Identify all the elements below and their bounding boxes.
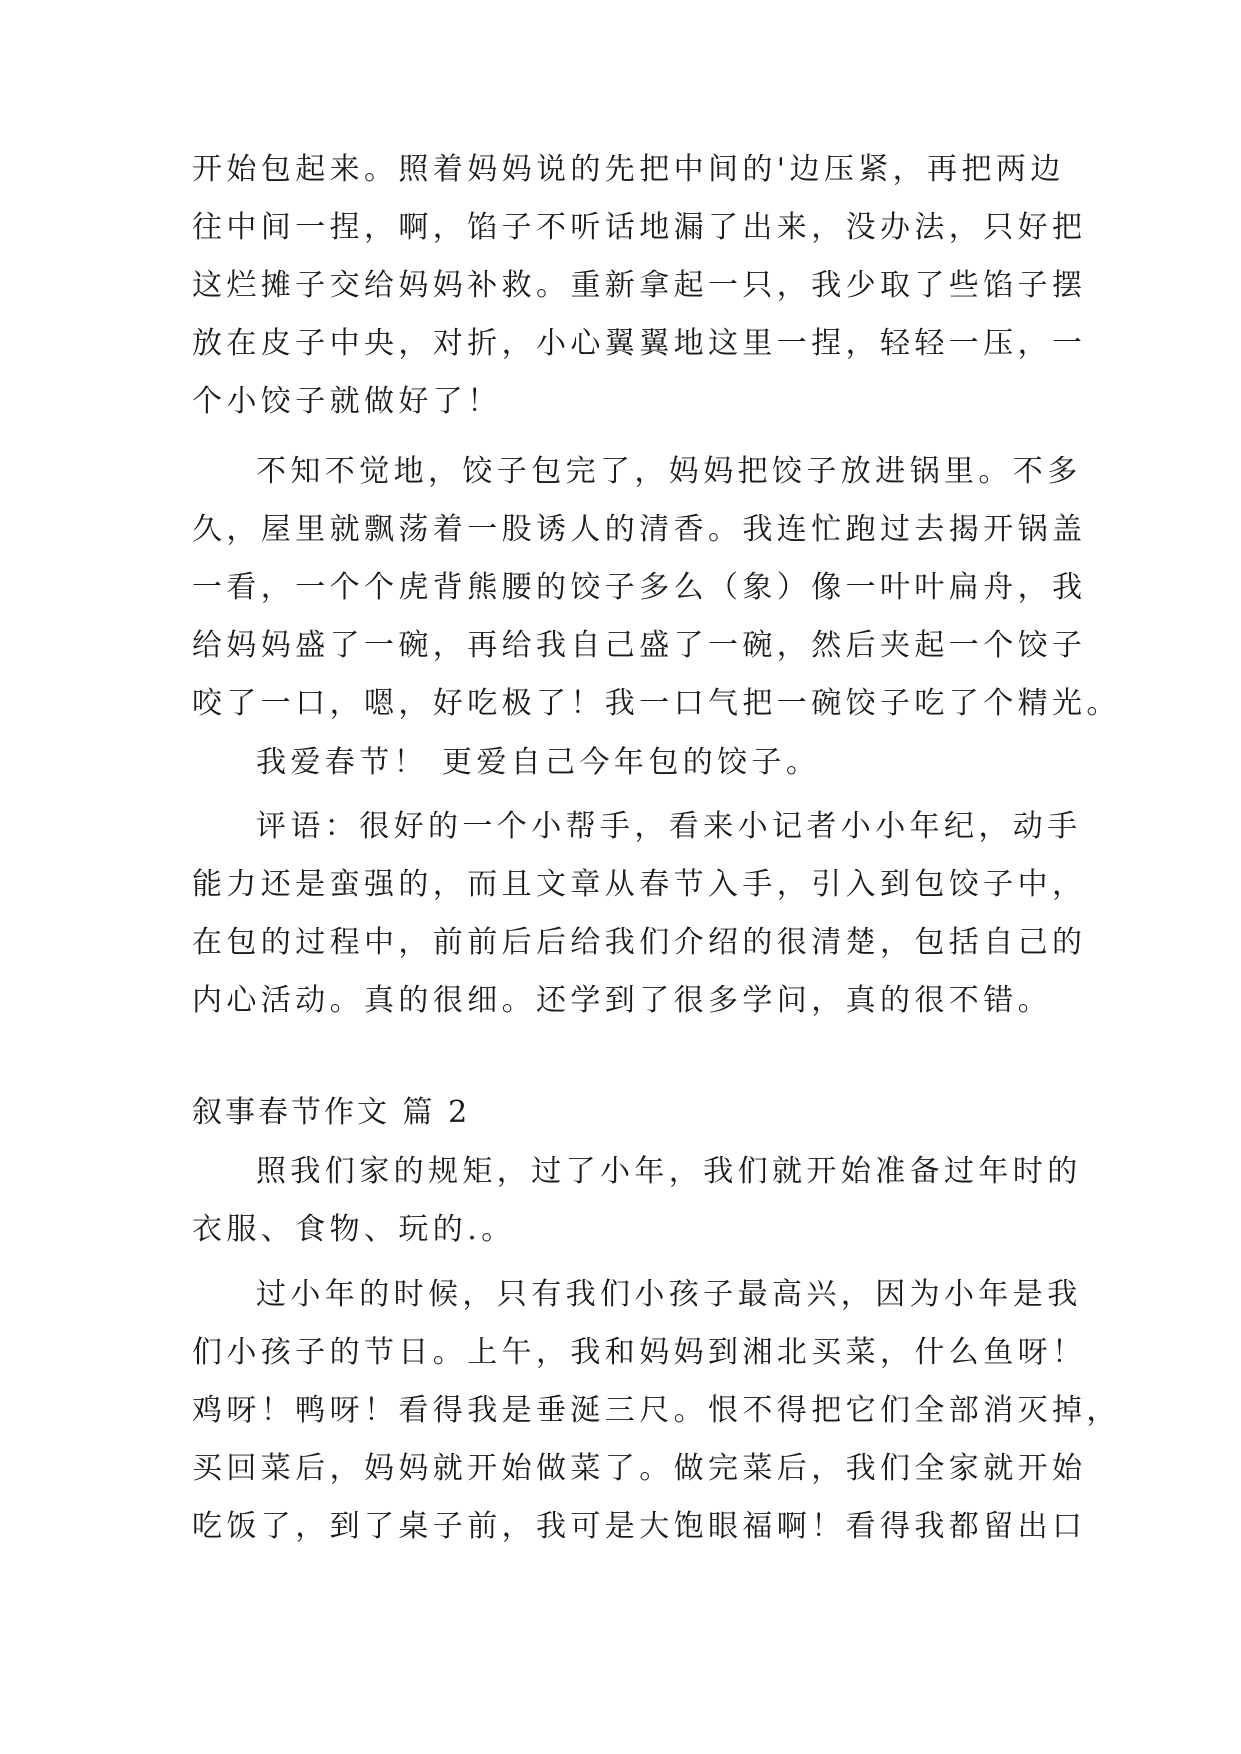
text-line: 久，屋里就飘荡着一股诱人的清香。我连忙跑过去揭开锅盖 [192, 512, 1087, 547]
section-heading: 叙事春节作文 篇 2 [192, 1095, 471, 1130]
text-line: 这烂摊子交给妈妈补救。重新拿起一只，我少取了些馅子摆 [192, 268, 1087, 303]
paragraph-first-line: 我爱春节！ 更爱自己今年包的饺子。 [256, 745, 821, 780]
text-line: 买回菜后，妈妈就开始做菜了。做完菜后，我们全家就开始 [192, 1451, 1087, 1486]
text-line: 在包的过程中，前前后后给我们介绍的很清楚，包括自己的 [192, 925, 1087, 960]
text-line: 开始包起来。照着妈妈说的先把中间的'边压紧，再把两边 [192, 152, 1065, 187]
paragraph-first-line: 过小年的时候，只有我们小孩子最高兴，因为小年是我 [256, 1277, 1082, 1312]
text-line: 衣服、食物、玩的.。 [192, 1212, 516, 1247]
text-line: 咬了一口，嗯，好吃极了！我一口气把一碗饺子吃了个精光。 [192, 686, 1121, 721]
paragraph-first-line: 照我们家的规矩，过了小年，我们就开始准备过年时的 [256, 1154, 1082, 1189]
text-line: 往中间一捏，啊，馅子不听话地漏了出来，没办法，只好把 [192, 210, 1087, 245]
text-line: 内心活动。真的很细。还学到了很多学问，真的很不错。 [192, 983, 1052, 1018]
text-line: 吃饭了，到了桌子前，我可是大饱眼福啊！看得我都留出口 [192, 1509, 1087, 1544]
text-line: 们小孩子的节日。上午，我和妈妈到湘北买菜，什么鱼呀！ [192, 1335, 1087, 1370]
text-line: 一看，一个个虎背熊腰的饺子多么（象）像一叶叶扁舟，我 [192, 570, 1087, 605]
text-line: 个小饺子就做好了！ [192, 384, 502, 419]
text-line: 放在皮子中央，对折，小心翼翼地这里一捏，轻轻一压，一 [192, 326, 1087, 361]
text-line: 能力还是蛮强的，而且文章从春节入手，引入到包饺子中， [192, 867, 1087, 902]
text-line: 给妈妈盛了一碗，再给我自己盛了一碗，然后夹起一个饺子 [192, 628, 1087, 663]
text-line: 鸡呀！鸭呀！看得我是垂涎三尺。恨不得把它们全部消灭掉， [192, 1393, 1121, 1428]
comment-first-line: 评语：很好的一个小帮手，看来小记者小小年纪，动手 [256, 809, 1082, 844]
paragraph-first-line: 不知不觉地，饺子包完了，妈妈把饺子放进锅里。不多 [256, 454, 1082, 489]
